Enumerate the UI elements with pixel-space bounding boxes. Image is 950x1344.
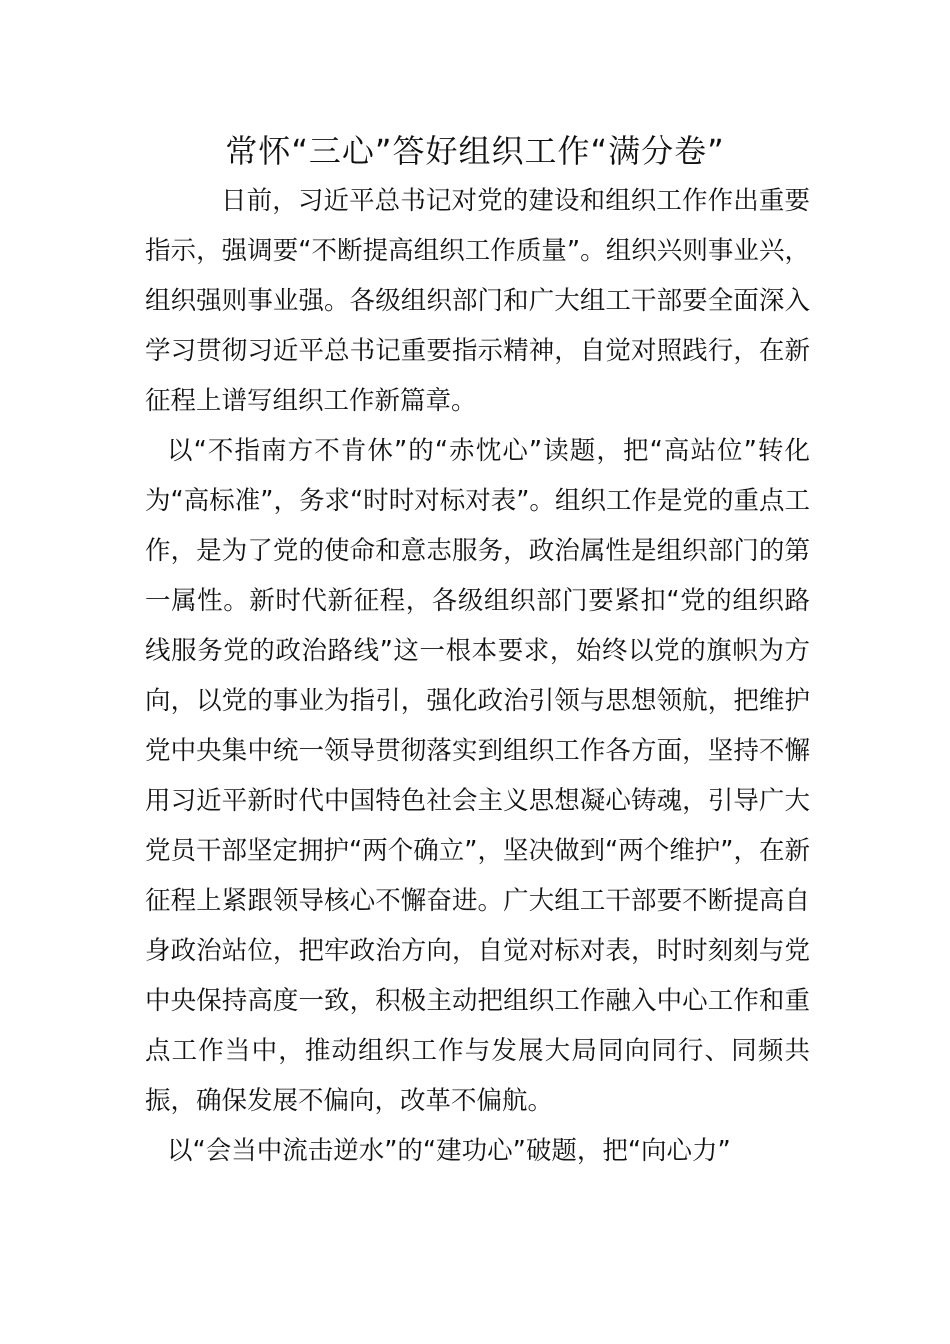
- document-title: 常怀“三心”答好组织工作“满分卷”: [225, 132, 725, 170]
- paragraph-political-standing: 以“不指南方不肯休”的“赤忱心”读题，把“高站位”转化为“高标准”，务求“时时对标对表”。组织工作是党的重点工作，是为了党的使命和意志服务，政治属性是组织部门的第一属性。新时代新征程，各级组织部门要紧扣“党的组织路线服务党的政治路线”这一根本要求，始终以党的旗帜为方向，以党的事业为指引，强化政治引领与思想领航，把维护党中央集中统一领导贯彻落实到组织工作各方面，坚持不懈用习近平新时代中国特色社会主义思想凝心铸魂，引导广大党员干部坚定拥护“两个确立”，坚决做到“两个维护”，在新征程上紧跟领导核心不懈奋进。广大组工干部要不断提高自身政治站位，把牢政治方向，自觉对标对表，时时刻刻与党中央保持高度一致，积极主动把组织工作融入中心工作和重点工作当中，推动组织工作与发展大局同向同行、同频共振，确保发展不偏向，改革不偏航。: [145, 436, 810, 1116]
- paragraph-achievement: 以“会当中流击逆水”的“建功心”破题，把“向心力”: [167, 1136, 731, 1166]
- document-body: [145, 176, 810, 1176]
- paragraph-intro: 日前，习近平总书记对党的建设和组织工作作出重要指示，强调要“不断提高组织工作质量”。组织兴则事业兴，组织强则事业强。各级组织部门和广大组工干部要全面深入学习贯彻习近平总书记重要指示精神，自觉对照践行，在新征程上谱写组织工作新篇章。: [145, 186, 810, 416]
